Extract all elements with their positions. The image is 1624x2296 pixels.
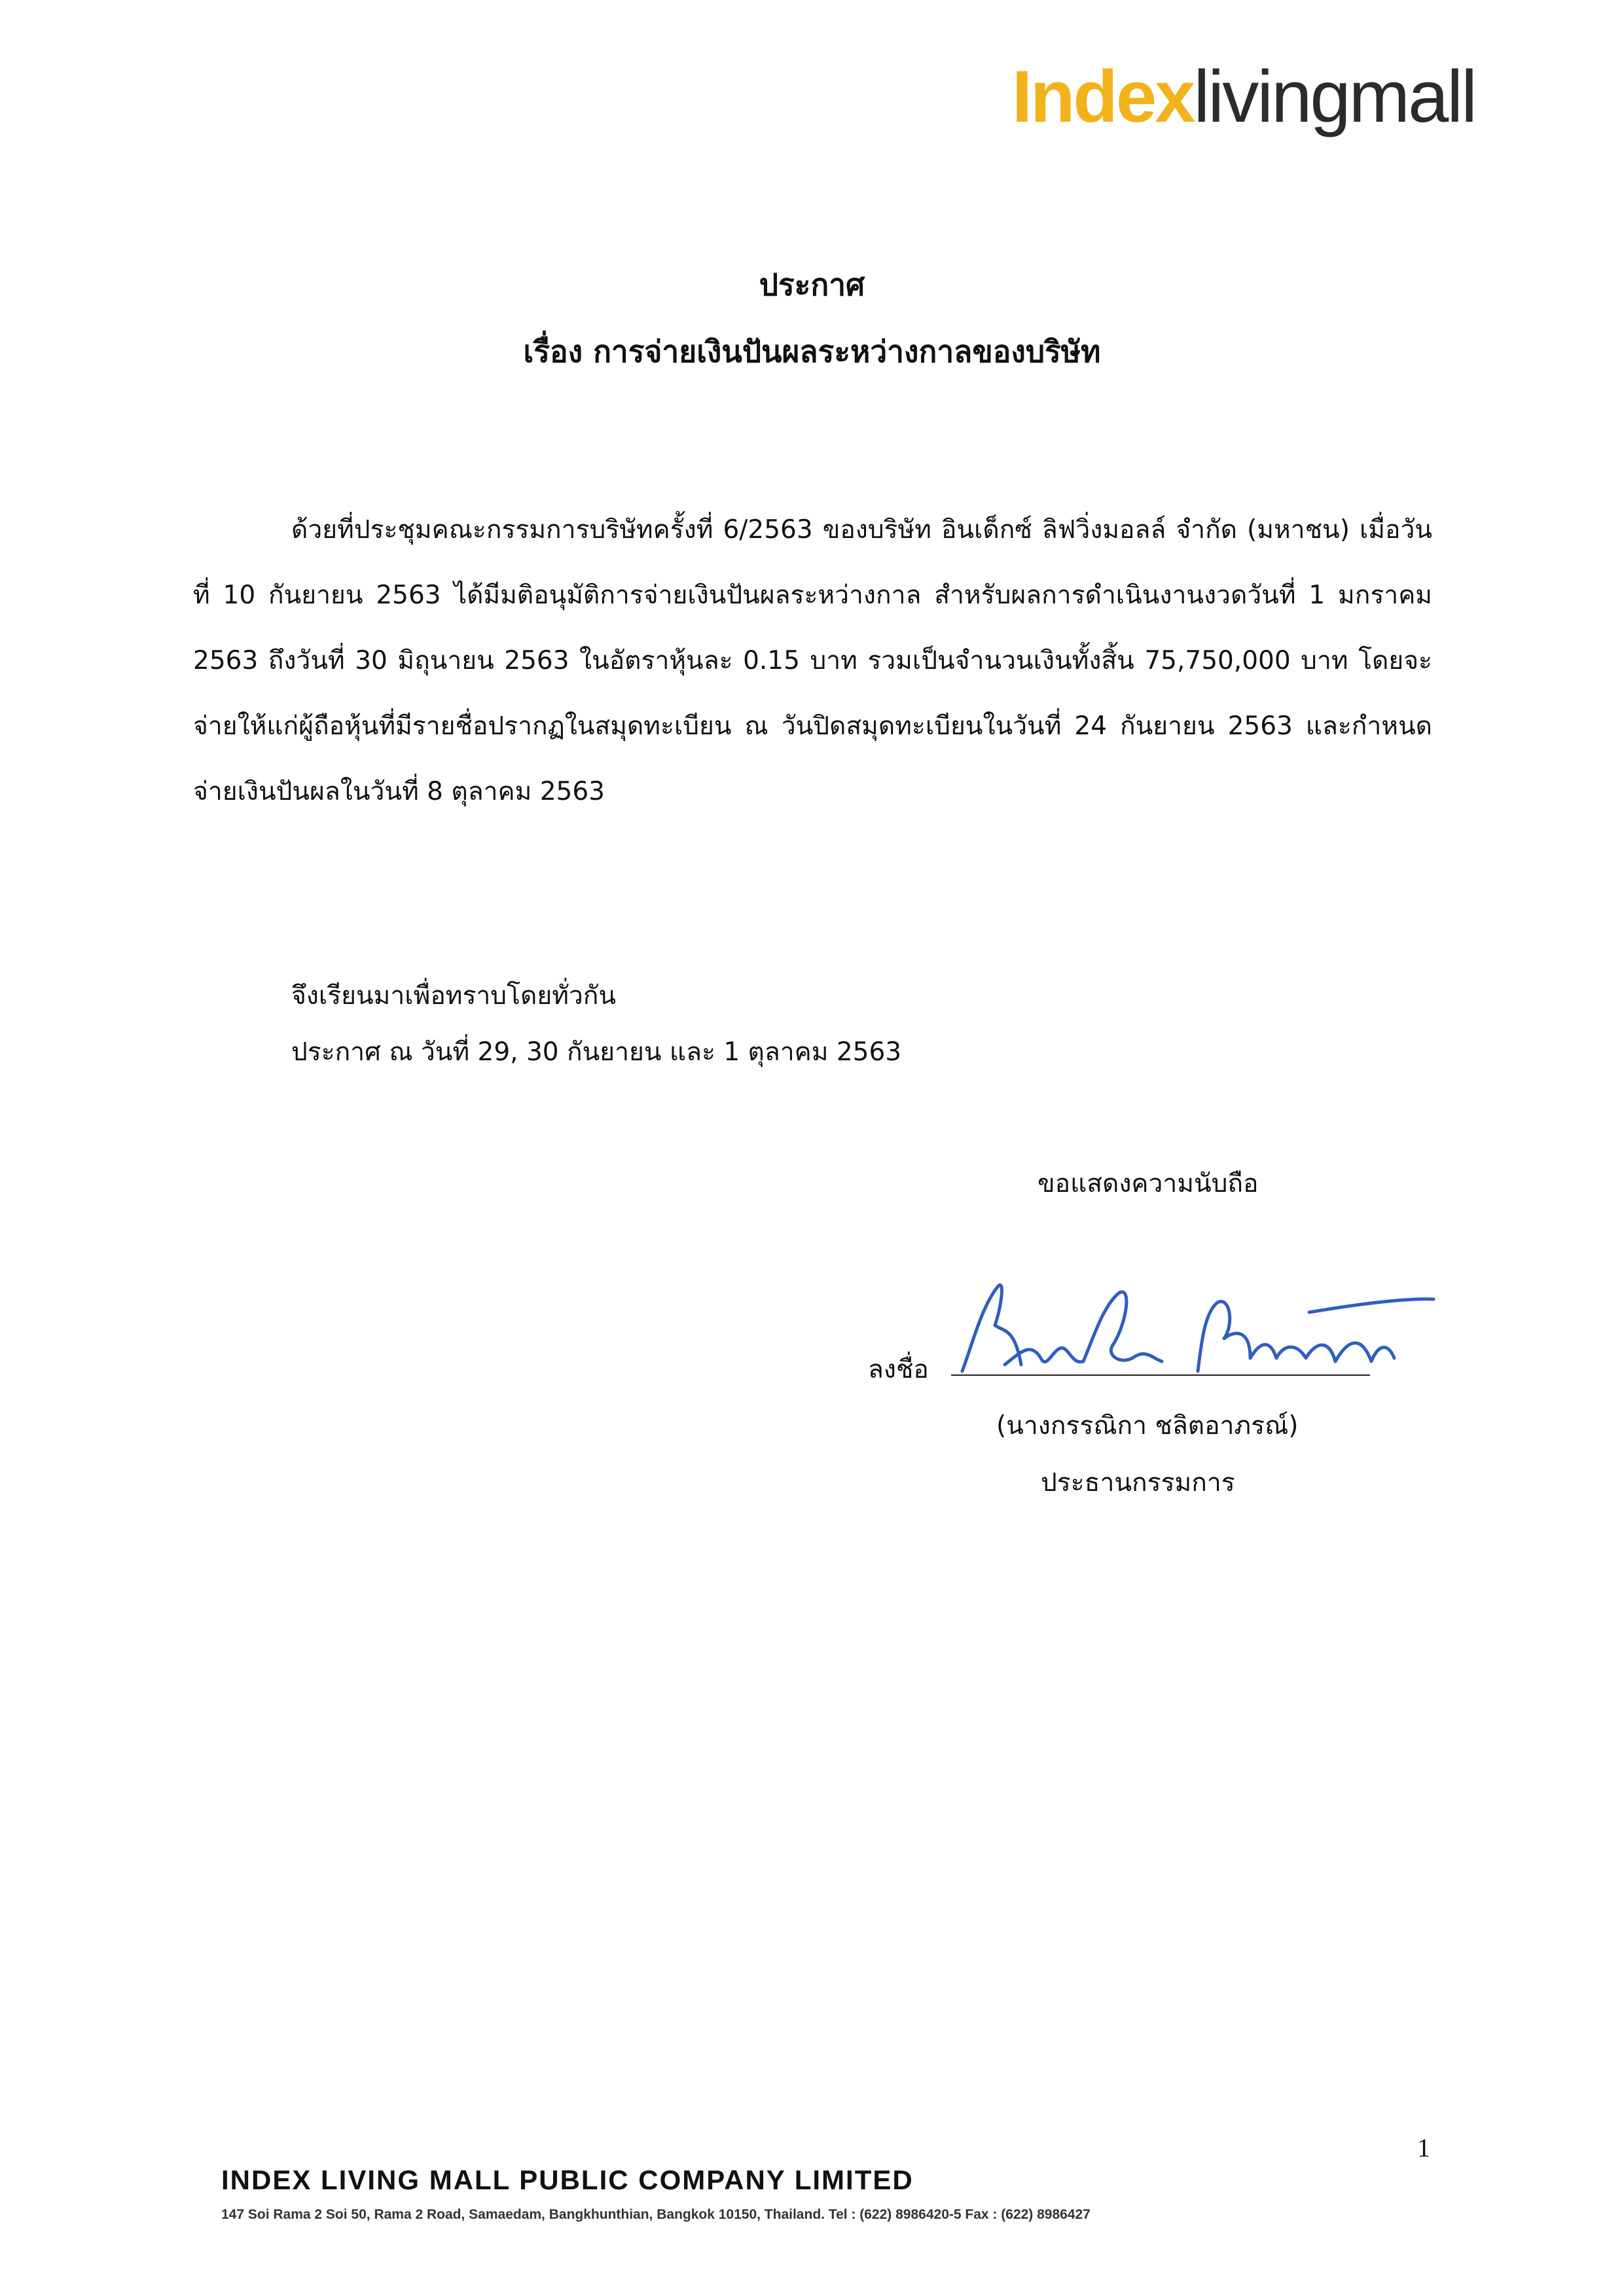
closing-line-1: จึงเรียนมาเพื่อทราบโดยทั่วกัน	[291, 981, 617, 1011]
handwritten-signature	[943, 1266, 1440, 1384]
announcement-body	[193, 497, 1432, 825]
signer-position: ประธานกรรมการ	[1041, 1468, 1235, 1498]
sign-label: ลงชื่อ	[868, 1355, 929, 1384]
regards-text: ขอแสดงความนับถือ	[1038, 1169, 1259, 1198]
logo-livingmall-text: livingmall	[1193, 56, 1475, 137]
footer-company-name: INDEX LIVING MALL PUBLIC COMPANY LIMITED	[221, 2164, 914, 2195]
logo-index-text: Index	[1011, 56, 1194, 137]
signer-name: (นางกรรณิกา ชลิตอาภรณ์)	[996, 1411, 1299, 1441]
body-paragraph: ด้วยที่ประชุมคณะกรรมการบริษัทครั้งที่ 6/2563 ของบริษัท อินเด็กซ์ ลิฟวิ่งมอลล์ จำกัด (มหาชน) เมื่อวันที่ 10 กันยายน 2563 ได้มีมติอนุมัติการจ่ายเงินปันผลระหว่างกาล สำหรับผลการดำเนินงานงวดวันที่ 1 มกราคม 2563 ถึงวันที่ 30 มิถุนายน 2563 ในอัตราหุ้นละ 0.15 บาท รวมเป็นจำนวนเงินทั้งสิ้น 75,750,000 บาท โดยจะจ่ายให้แก่ผู้ถือหุ้นที่มีรายชื่อปรากฏในสมุดทะเบียน ณ วันปิดสมุดทะเบียนในวันที่ 24 กันยายน 2563 และกำหนดจ่ายเงินปันผลในวันที่ 8 ตุลาคม 2563	[193, 515, 1432, 806]
announcement-title: ประกาศ	[759, 267, 865, 302]
footer-address: 147 Soi Rama 2 Soi 50, Rama 2 Road, Samaedam, Bangkhunthian, Bangkok 10150, Thailand. Tel : (622) 8986420-5 Fax : (622) 8986427	[221, 2207, 1091, 2222]
announcement-subject: เรื่อง การจ่ายเงินปันผลระหว่างกาลของบริษัท	[523, 334, 1101, 369]
page-number: 1	[1417, 2133, 1430, 2162]
announcement-date-line: ประกาศ ณ วันที่ 29, 30 กันยายน และ 1 ตุลาคม 2563	[291, 1037, 902, 1067]
company-logo	[1011, 56, 1475, 137]
